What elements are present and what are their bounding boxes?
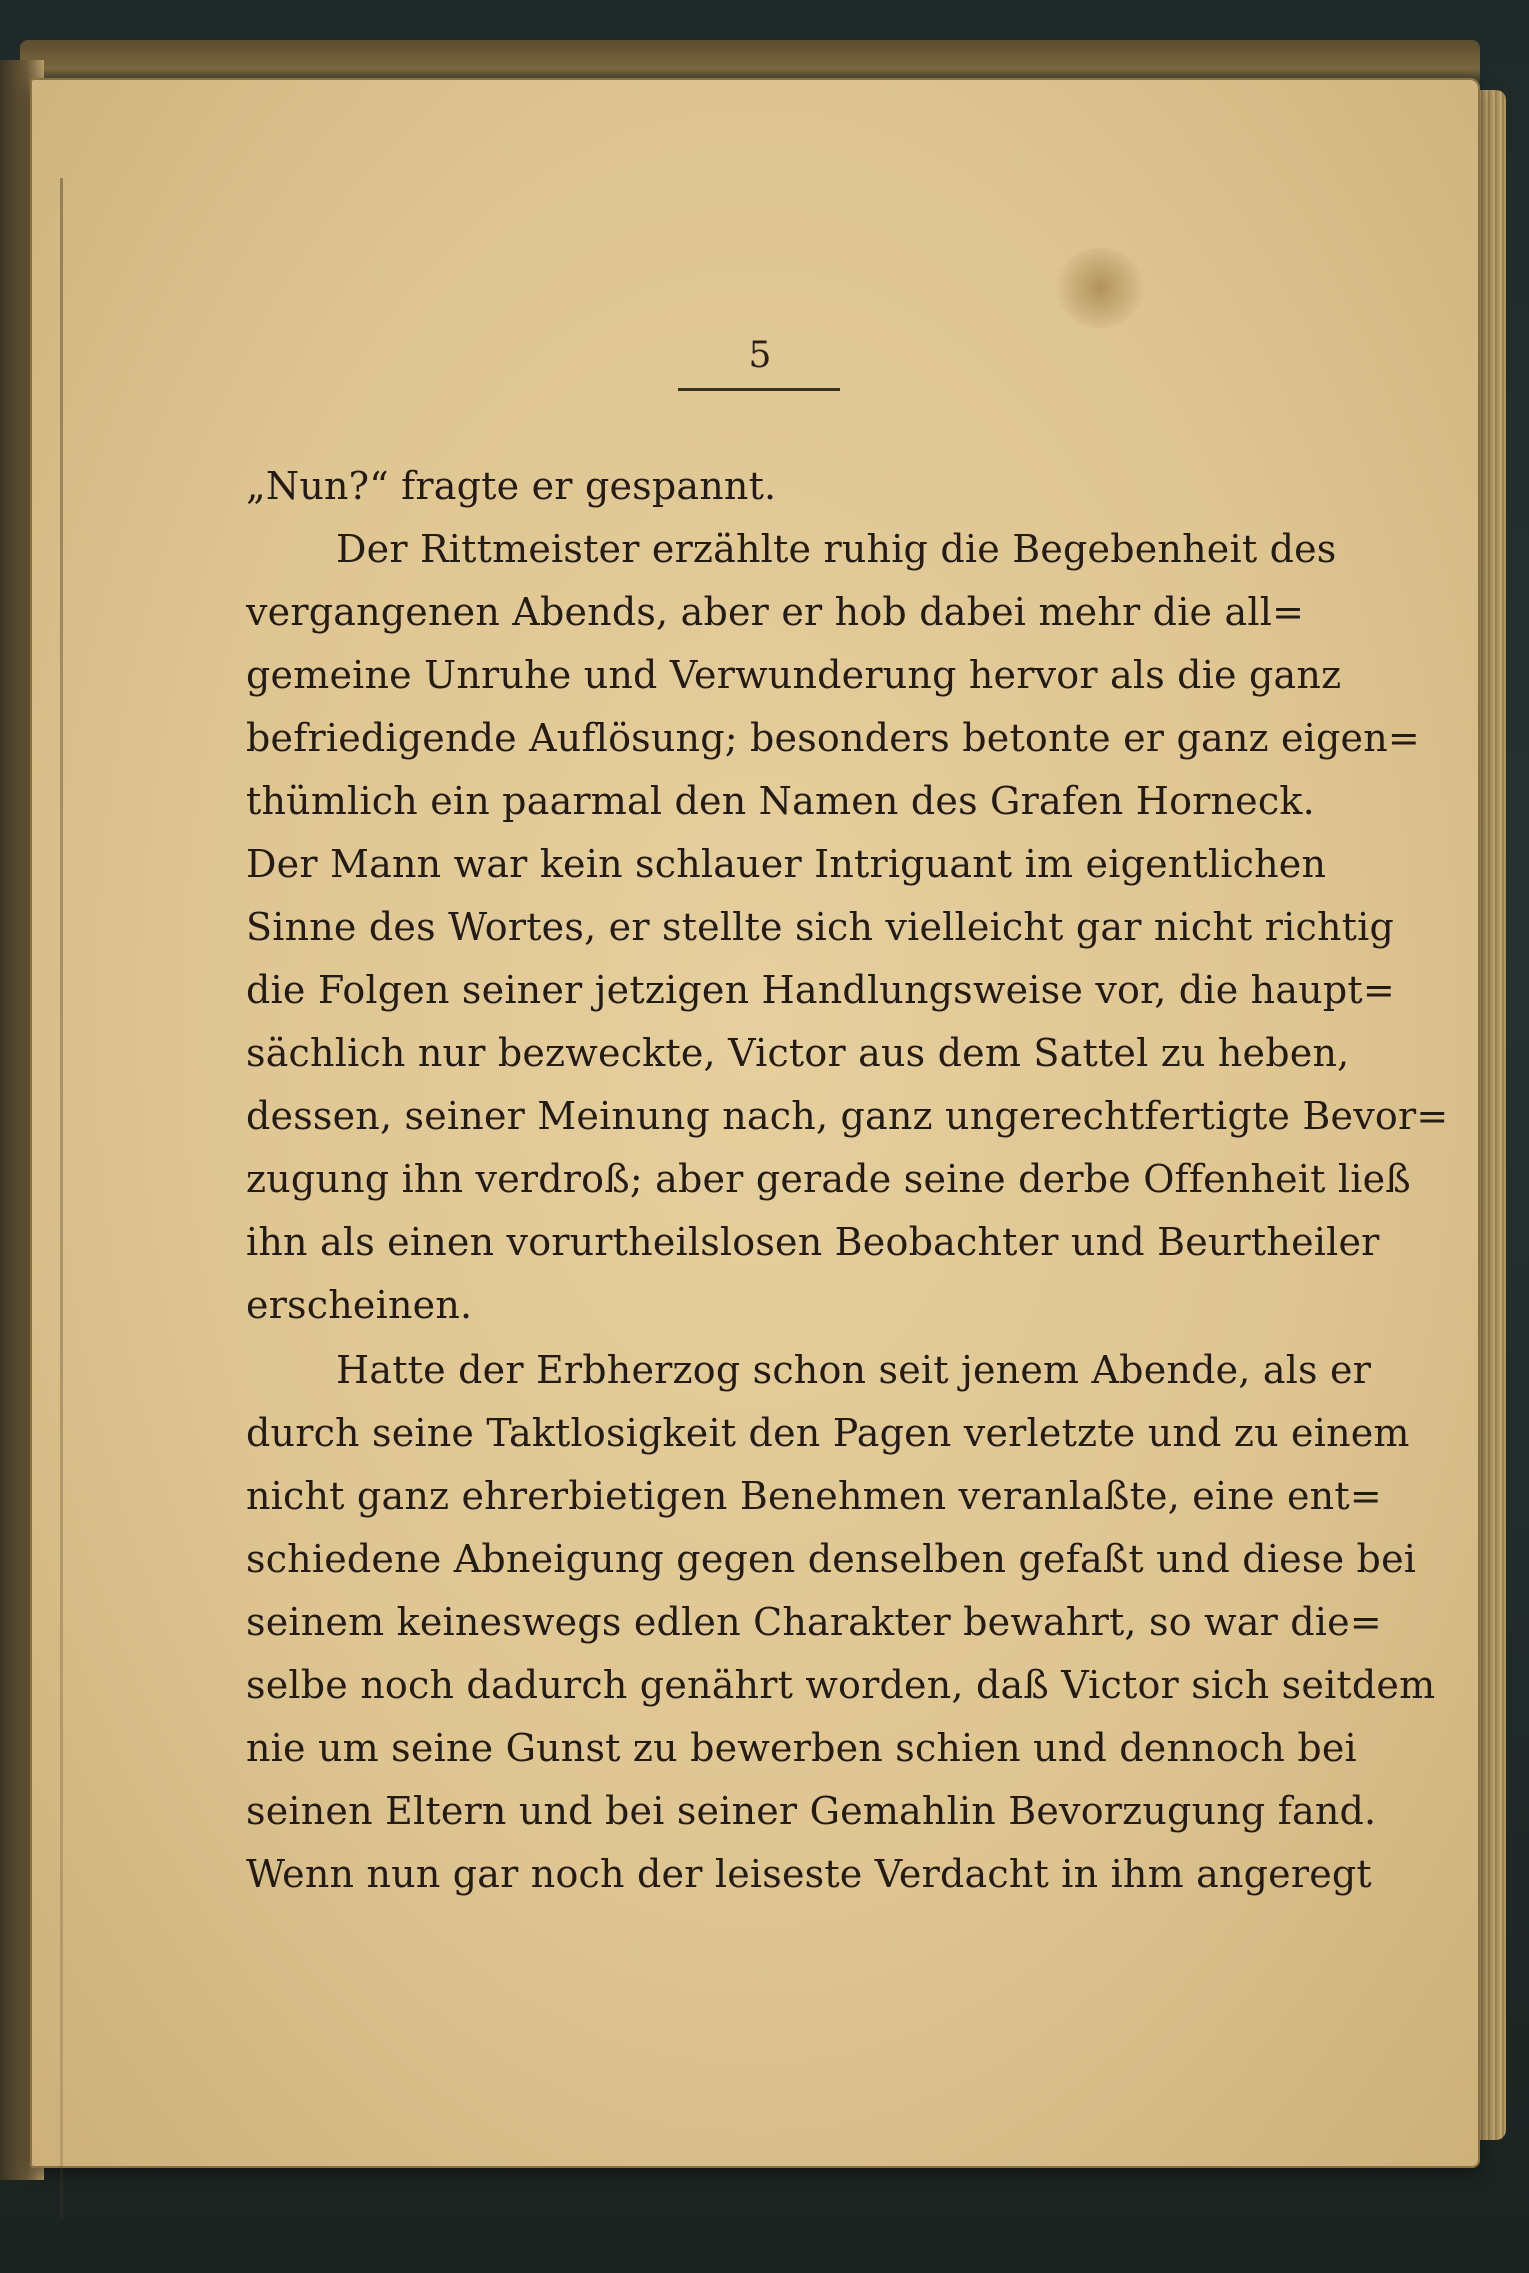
text-line: seinem keineswegs edlen Charakter bewahrt, so war die=	[246, 1600, 1382, 1644]
page-number-rule	[678, 388, 840, 391]
text-line: gemeine Unruhe und Verwunderung hervor als die ganz	[246, 653, 1342, 697]
page-number: 5	[748, 335, 772, 376]
foxing-stain	[1055, 248, 1145, 328]
text-line: „Nun?“ fragte er gespannt.	[246, 464, 777, 508]
text-line: schiedene Abneigung gegen denselben gefaßt und diese bei	[246, 1537, 1417, 1581]
text-line: Der Mann war kein schlauer Intriguant im eigentlichen	[246, 842, 1327, 886]
text-line: Wenn nun gar noch der leiseste Verdacht in ihm angeregt	[246, 1852, 1372, 1896]
gutter-line	[60, 178, 63, 2218]
text-line: erscheinen.	[246, 1283, 473, 1327]
text-line: Hatte der Erbherzog schon seit jenem Abende, als er	[336, 1348, 1372, 1392]
text-line: nie um seine Gunst zu bewerben schien und dennoch bei	[246, 1726, 1357, 1770]
text-line: zugung ihn verdroß; aber gerade seine derbe Offenheit ließ	[246, 1157, 1411, 1201]
text-line: dessen, seiner Meinung nach, ganz ungerechtfertigte Bevor=	[246, 1094, 1449, 1138]
text-line: selbe noch dadurch genährt worden, daß Victor sich seitdem	[246, 1663, 1436, 1707]
text-line: thümlich ein paarmal den Namen des Grafen Horneck.	[246, 779, 1315, 823]
text-line: Der Rittmeister erzählte ruhig die Begebenheit des	[336, 527, 1337, 571]
body-text	[246, 455, 1449, 1906]
text-line: sächlich nur bezweckte, Victor aus dem Sattel zu heben,	[246, 1031, 1350, 1075]
text-line: die Folgen seiner jetzigen Handlungsweise vor, die haupt=	[246, 968, 1395, 1012]
text-line: nicht ganz ehrerbietigen Benehmen veranlaßte, eine ent=	[246, 1474, 1382, 1518]
text-line: ihn als einen vorurtheilslosen Beobachter und Beurtheiler	[246, 1220, 1380, 1264]
text-line: vergangenen Abends, aber er hob dabei mehr die all=	[246, 590, 1305, 634]
text-line: befriedigende Auflösung; besonders betonte er ganz eigen=	[246, 716, 1420, 760]
text-line: seinen Eltern und bei seiner Gemahlin Bevorzugung fand.	[246, 1789, 1377, 1833]
text-line: Sinne des Wortes, er stellte sich vielleicht gar nicht richtig	[246, 905, 1395, 949]
text-line: durch seine Taktlosigkeit den Pagen verletzte und zu einem	[246, 1411, 1410, 1455]
